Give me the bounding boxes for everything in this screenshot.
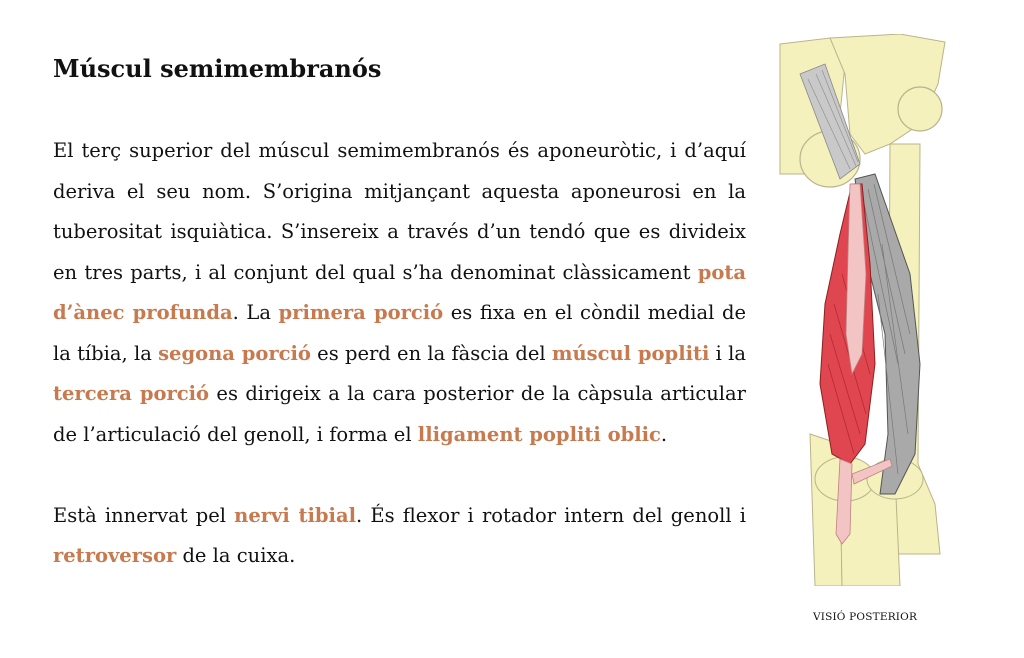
paragraph-innervation — [53, 496, 746, 577]
link-nervi-tibial[interactable]: nervi tibial — [234, 503, 357, 527]
paragraph-text: Està innervat pel — [53, 503, 235, 527]
paragraph-text: El terç superior del múscul semimembranós és aponeuròtic, i d’aquí deriva el seu nom. S’origina mitjançant aquesta aponeurosi en la tuberositat isquiàtica. S’insereix a través d’un tendó que es divideix en tres parts, i al conjunt del qual s’ha denominat clàssicament — [53, 139, 746, 284]
link-primera-porcio[interactable]: primera porció — [278, 301, 444, 324]
figure-caption: VISIÓ POSTERIOR — [812, 611, 918, 623]
link-retroversor[interactable]: retroversor — [53, 544, 177, 567]
paragraph-text: de la cuixa. — [176, 544, 296, 567]
paragraph-description — [53, 131, 746, 455]
link-pota-danec-profunda[interactable]: pota d’ànec profunda — [53, 260, 746, 324]
article-body — [53, 131, 746, 577]
link-tercera-porcio[interactable]: tercera porció — [53, 382, 210, 405]
paragraph-text: . La — [232, 301, 279, 324]
anatomy-illustration — [770, 34, 960, 586]
paragraph-text: i la — [709, 341, 747, 365]
paragraph-text: es perd en la fàscia del — [310, 341, 552, 365]
paragraph-text: . És flexor i rotador intern del genoll i — [356, 503, 747, 527]
paragraph-text: es dirigeix a la cara posterior de la càpsula articular de l’articulació del genoll, i forma el — [53, 382, 746, 446]
paragraph-text: . — [660, 422, 668, 446]
link-muscul-popliti[interactable]: múscul popliti — [551, 341, 710, 365]
page-title: Múscul semimembranós — [53, 54, 382, 83]
link-lligament-popliti-oblic[interactable]: lligament popliti oblic — [417, 422, 661, 446]
link-segona-porcio[interactable]: segona porció — [158, 341, 311, 365]
paragraph-text: es fixa en el còndil medial de la tíbia, la — [53, 301, 746, 365]
